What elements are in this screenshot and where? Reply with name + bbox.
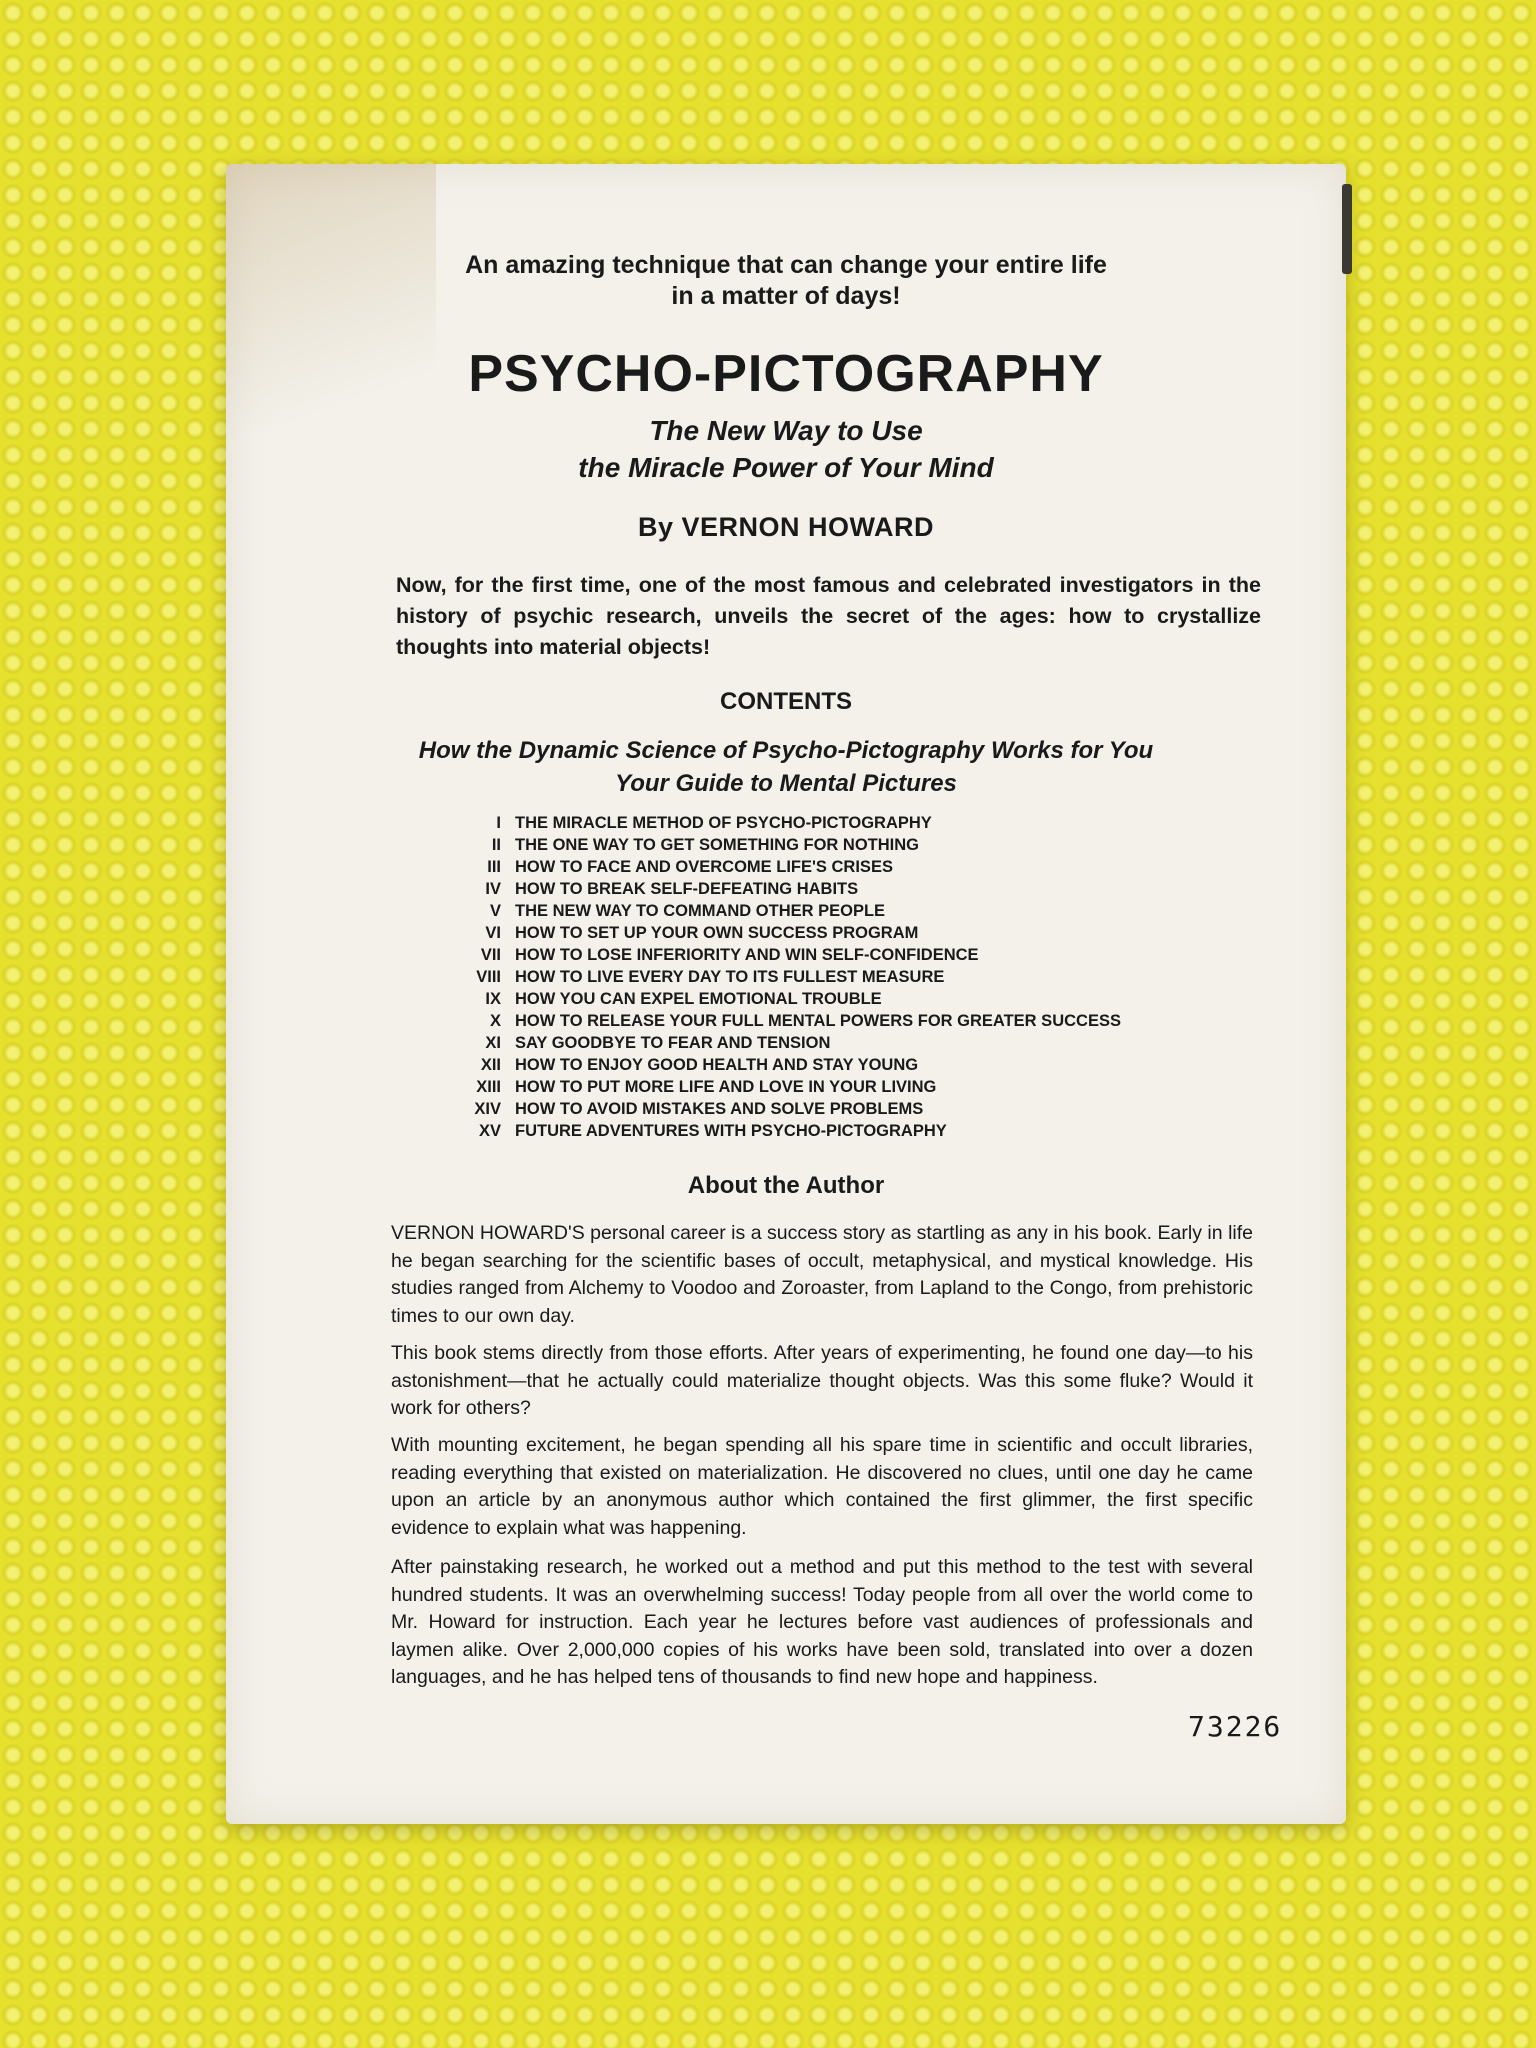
chapter-number: XII [480,1056,501,1074]
chapter-title: HOW TO FACE AND OVERCOME LIFE'S CRISES [515,858,893,876]
chapter-item [461,1120,1161,1142]
contents-subheading-line: How the Dynamic Science of Psycho-Pictography Works for You [418,737,1154,764]
contents-heading: CONTENTS [720,688,852,715]
chapter-item [461,988,1161,1010]
about-paragraph: With mounting excitement, he began spending all his spare time in scientific and occult libraries, reading everything that existed on materialization. He discovered no clues, until one day he came upon an article by an anonymous author which contained the first glimmer, the first specific evidence to explain what was happening. [391,1434,1253,1539]
chapter-number: V [489,902,501,920]
subtitle-line: The New Way to Use [649,415,923,446]
chapter-item [461,812,1161,834]
about-paragraph: After painstaking research, he worked out a method and put this method to the test with several hundred students. It was an overwhelming success! Today people from all over the world come to Mr. Howard for instruction. Each year he lectures before vast audiences of professionals and laymen alike. Over 2,000,000 copies of his works have been sold, translated into over a dozen languages, and he has helped tens of thousands to find new hope and happiness. [391,1556,1253,1688]
chapter-number: I [496,814,501,832]
chapter-title: HOW TO LOSE INFERIORITY AND WIN SELF-CONFIDENCE [515,946,979,964]
chapter-title: HOW TO AVOID MISTAKES AND SOLVE PROBLEMS [515,1100,924,1118]
chapter-title: HOW TO SET UP YOUR OWN SUCCESS PROGRAM [515,924,919,942]
chapter-item [461,1032,1161,1054]
chapter-number: IX [485,990,501,1008]
about-author-heading: About the Author [687,1172,885,1199]
chapter-item [461,1076,1161,1098]
about-paragraph: This book stems directly from those efforts. After years of experimenting, he found one day—to his astonishment—that he actually could materialize thought objects. Was this some fluke? Would it work for others? [391,1342,1253,1419]
tagline-line: in a matter of days! [671,282,901,310]
chapter-number: IV [485,880,501,898]
chapter-title: HOW TO PUT MORE LIFE AND LOVE IN YOUR LIVING [515,1078,937,1096]
catalog-number: 73226 [1188,1710,1283,1743]
chapter-title: THE NEW WAY TO COMMAND OTHER PEOPLE [515,902,886,920]
chapter-item [461,834,1161,856]
tagline-line: An amazing technique that can change your entire life [465,251,1107,279]
chapter-item [461,922,1161,944]
chapter-number: XIV [474,1100,501,1118]
chapter-number: VI [485,924,501,942]
intro-paragraph: Now, for the first time, one of the most famous and celebrated investigators in the history of psychic research, unveils the secret of the ages: how to crystallize thoughts into material objects! [396,573,1261,659]
chapter-number: VIII [476,968,501,986]
chapter-number: XV [478,1122,501,1140]
subtitle-line: the Miracle Power of Your Mind [578,452,994,483]
chapter-title: HOW YOU CAN EXPEL EMOTIONAL TROUBLE [515,990,882,1008]
book-title: PSYCHO-PICTOGRAPHY [468,345,1104,403]
chapter-item [461,1098,1161,1120]
chapter-item [461,966,1161,988]
book-subtitle [226,412,1346,486]
chapter-title: FUTURE ADVENTURES WITH PSYCHO-PICTOGRAPHY [515,1122,947,1140]
chapter-item [461,900,1161,922]
chapter-item [461,878,1161,900]
chapter-title: HOW TO ENJOY GOOD HEALTH AND STAY YOUNG [515,1056,919,1074]
chapter-item [461,1010,1161,1032]
chapter-number: XI [485,1034,501,1052]
chapter-title: HOW TO RELEASE YOUR FULL MENTAL POWERS FOR GREATER SUCCESS [515,1012,1121,1030]
chapter-title: HOW TO BREAK SELF-DEFEATING HABITS [515,880,859,898]
contents-subheading [226,734,1346,800]
chapter-title: THE ONE WAY TO GET SOMETHING FOR NOTHING [515,836,919,854]
chapter-number: III [487,858,501,876]
tagline [226,250,1346,312]
about-paragraph: VERNON HOWARD'S personal career is a success story as startling as any in his book. Early in life he began searching for the scientific bases of occult, metaphysical, and mystical knowledge. His studies ranged from Alchemy to Voodoo and Zoroaster, from Lapland to the Congo, from prehistoric times to our own day. [391,1222,1253,1327]
chapter-title: SAY GOODBYE TO FEAR AND TENSION [515,1034,831,1052]
chapter-item [461,856,1161,878]
chapter-number: VII [480,946,501,964]
chapter-title: HOW TO LIVE EVERY DAY TO ITS FULLEST MEASURE [515,968,945,986]
chapter-title: THE MIRACLE METHOD OF PSYCHO-PICTOGRAPHY [515,814,932,832]
chapter-number: XIII [476,1078,501,1096]
chapter-number: II [491,836,501,854]
chapter-item [461,944,1161,966]
author-byline: By VERNON HOWARD [637,512,935,542]
chapter-item [461,1054,1161,1076]
contents-subheading-line: Your Guide to Mental Pictures [615,770,957,797]
book-jacket-back [226,164,1346,1824]
chapter-list [461,812,1161,1142]
chapter-number: X [489,1012,501,1030]
